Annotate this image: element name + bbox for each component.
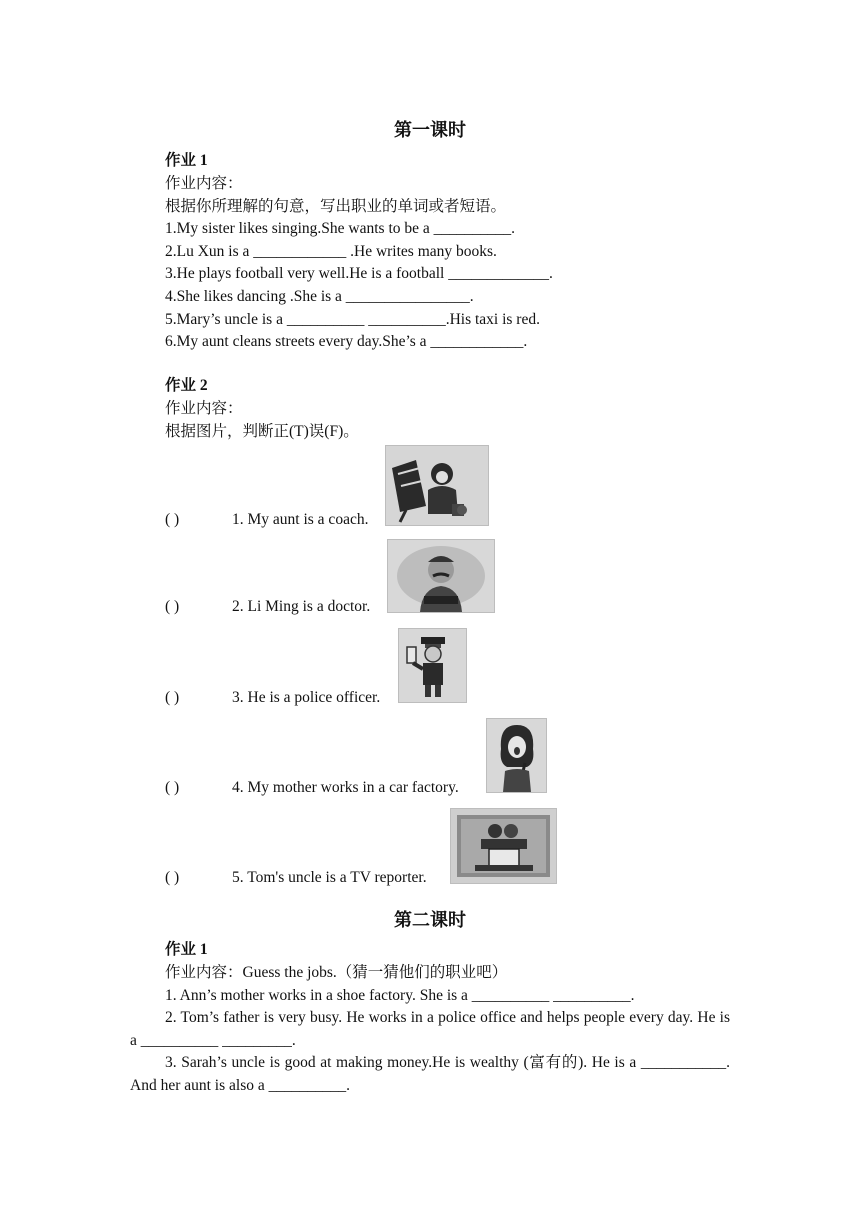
- tf-statement-5: 5. Tom's uncle is a TV reporter.: [232, 869, 427, 886]
- hw1-content-label: 作业内容：: [165, 175, 243, 192]
- man-with-mustache-picture: [387, 539, 495, 613]
- answer-paren-1: ( ): [165, 511, 180, 528]
- hw1-heading: 作业 1: [165, 152, 208, 169]
- tf-statement-2: 2. Li Ming is a doctor.: [232, 598, 371, 615]
- hw1-question-2: 2.Lu Xun is a ____________ .He writes many books.: [165, 243, 497, 260]
- hw2-instruction: 根据图片，判断正(T)误(F)。: [165, 423, 359, 440]
- hw1-instruction: 根据你所理解的句意，写出职业的单词或者短语。: [165, 198, 507, 215]
- tf-statement-1: 1. My aunt is a coach.: [232, 511, 369, 528]
- answer-paren-5: ( ): [165, 869, 180, 886]
- tf-statement-4: 4. My mother works in a car factory.: [232, 779, 459, 796]
- singer-picture: [486, 718, 547, 793]
- hw1-question-6: 6.My aunt cleans streets every day.She’s a ____________.: [165, 333, 528, 350]
- guess-question-1: 1. Ann’s mother works in a shoe factory. She is a __________ __________.: [165, 987, 635, 1004]
- answer-paren-4: ( ): [165, 779, 180, 796]
- hw2-heading: 作业 2: [165, 377, 208, 394]
- hw1-question-5: 5.Mary’s uncle is a __________ __________.His taxi is red.: [165, 311, 540, 328]
- answer-paren-2: ( ): [165, 598, 180, 615]
- guess-question-3: 3. Sarah’s uncle is good at making money.He is wealthy (富有的). He is a ___________. And her aunt is also a __________.: [130, 1054, 730, 1094]
- hw1-question-3: 3.He plays football very well.He is a football _____________.: [165, 265, 553, 282]
- lesson-2-title: 第二课时: [394, 910, 466, 930]
- answer-paren-3: ( ): [165, 689, 180, 706]
- guess-question-2: 2. Tom’s father is very busy. He works in a police office and helps people every day. He is a __________ _________.: [130, 1009, 730, 1049]
- police-officer-picture: [398, 628, 467, 703]
- painter-easel-picture: [385, 445, 489, 526]
- tf-statement-3: 3. He is a police officer.: [232, 689, 381, 706]
- lesson2-hw1-heading: 作业 1: [165, 941, 208, 958]
- lesson-1-title: 第一课时: [394, 120, 466, 140]
- lesson2-hw1-content: 作业内容：Guess the jobs.（猜一猜他们的职业吧）: [165, 964, 508, 981]
- tv-reporter-picture: [450, 808, 557, 884]
- hw2-content-label: 作业内容：: [165, 400, 243, 417]
- hw1-question-4: 4.She likes dancing .She is a ________________.: [165, 288, 474, 305]
- hw1-question-1: 1.My sister likes singing.She wants to be a __________.: [165, 220, 516, 237]
